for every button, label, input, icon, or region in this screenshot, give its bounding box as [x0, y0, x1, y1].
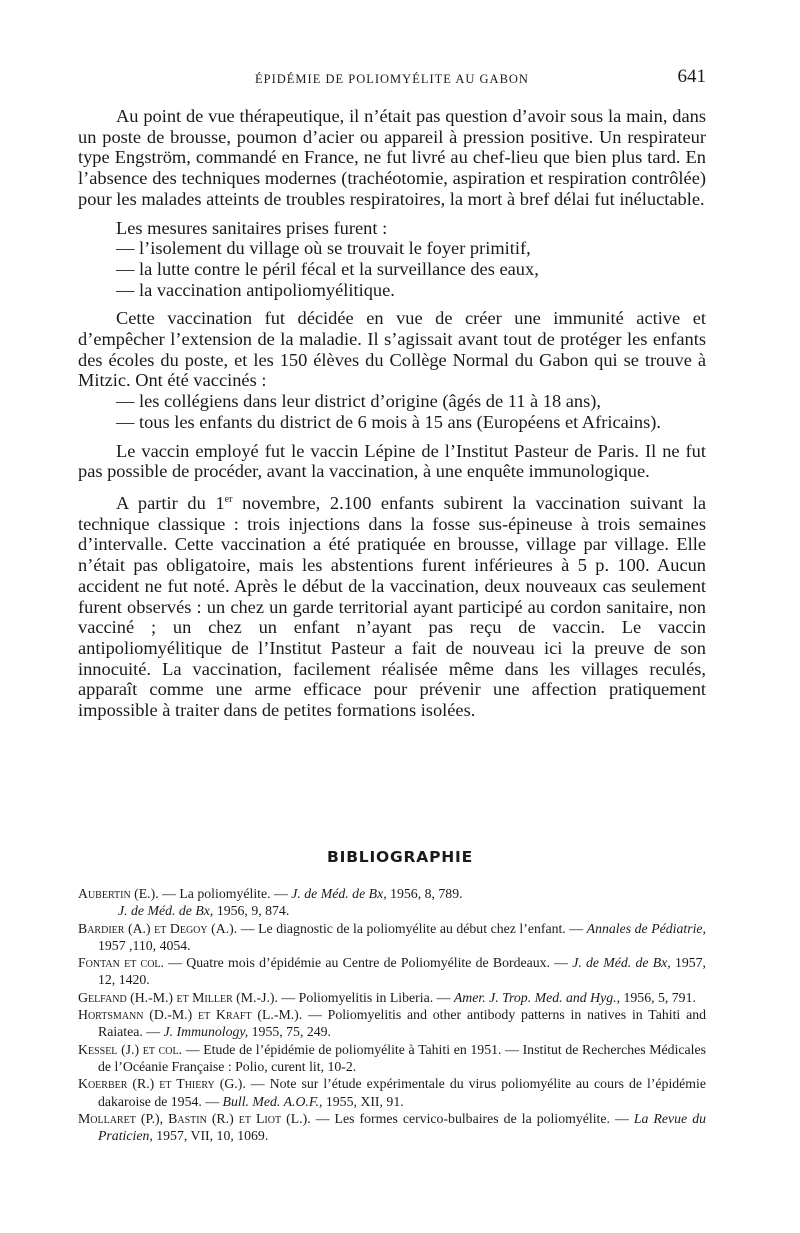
bibliography-entry: Hortsmann (D.-M.) et Kraft (L.-M.). — Poliomyelitis and other antibody patterns in natives in Tahiti and Raiatea. — J. Immunology, 1955, 75, 249. [78, 1007, 706, 1040]
list-item: — les collégiens dans leur district d’origine (âgés de 11 à 18 ans), [116, 391, 601, 412]
bibliography-title: BIBLIOGRAPHIE [327, 848, 473, 866]
paragraph-campaign: A partir du 1er novembre, 2.100 enfants subirent la vaccination suivant la technique classique : trois injections dans la fosse sus-épineuse à trois semaines d’intervalle. Cette vaccination a été pratiquée en brousse, village par village. Elle n’était pas obligatoire, mais les abstentions furent inférieures à 5 p. 100. Aucun accident ne fut noté. Après le début de la vaccination, deux nouveaux cas seulement furent observés : un chez un garde territorial ayant participé au cordon sanitaire, non vacciné ; un chez un enfant n’ayant pas reçu de vaccin. Le vaccin antipoliomyélitique de l’Institut Pasteur a fait de nouveau ici la preuve de son innocuité. La vaccination, facilement réalisée même dans les villages reculés, apparaît comme une arme efficace pour prévenir une affection pratiquement impossible à traiter dans de petites formations isolées. [78, 493, 706, 721]
list-item: — tous les enfants du district de 6 mois à 15 ans (Européens et Africains). [116, 411, 661, 432]
running-title: ÉPIDÉMIE DE POLIOMYÉLITE AU GABON [255, 72, 529, 86]
paragraph-therapeutic: Au point de vue thérapeutique, il n’était pas question d’avoir sous la main, dans un poste de brousse, poumon d’acier ou appareil à pression positive. Un respirateur type Engström, commandé en France, ne fut livré au chef-lieu que bien plus tard. En l’absence des techniques modernes (trachéotomie, aspiration et respiration contrôlée) pour les malades atteints de troubles respiratoires, la mort à bref délai fut inéluctable. [78, 106, 706, 209]
bibliography-entry: Fontan et col. — Quatre mois d’épidémie au Centre de Poliomyélite de Bordeaux. — J. de Méd. de Bx, 1957, 12, 1420. [78, 955, 706, 988]
bibliography-entry: Gelfand (H.-M.) et Miller (M.-J.). — Poliomyelitis in Liberia. — Amer. J. Trop. Med. and Hyg., 1956, 5, 791. [78, 989, 696, 1005]
paragraph-measures-intro: Les mesures sanitaires prises furent : [116, 217, 388, 238]
bibliography-list [78, 885, 706, 1144]
list-item: — la vaccination antipoliomyélitique. [116, 279, 395, 300]
measures-list [78, 238, 706, 300]
list-item: — la lutte contre le péril fécal et la surveillance des eaux, [116, 258, 539, 279]
page-header [78, 66, 706, 92]
vaccinated-list [78, 391, 706, 432]
bibliography-entry: Bardier (A.) et Degoy (A.). — Le diagnostic de la poliomyélite au début chez l’enfant. — Annales de Pédiatrie, 1957 ,110, 4054. [78, 920, 706, 953]
bibliography-entry: Koerber (R.) et Thiery (G.). — Note sur l’étude expérimentale du virus poliomyélite au cours de l’épidémie dakaroise de 1954. — Bull. Med. A.O.F., 1955, XII, 91. [78, 1076, 706, 1109]
bibliography-entry: Aubertin (E.). — La poliomyélite. — J. de Méd. de Bx, 1956, 8, 789. J. de Méd. de Bx, 1956, 9, 874. [78, 886, 463, 919]
list-item: — l’isolement du village où se trouvait le foyer primitif, [116, 238, 531, 259]
body-text [78, 106, 706, 729]
bibliography-entry: Kessel (J.) et col. — Etude de l’épidémie de poliomyélite à Tahiti en 1951. — Institut de Recherches Médicales de l’Océanie Française : Polio, curent lit, 10-2. [78, 1041, 706, 1074]
page-number: 641 [677, 66, 706, 87]
paragraph-vaccine: Le vaccin employé fut le vaccin Lépine de l’Institut Pasteur de Paris. Il ne fut pas possible de procéder, avant la vaccination, à une enquête immunologique. [78, 440, 706, 482]
paragraph-vaccination: Cette vaccination fut décidée en vue de créer une immunité active et d’empêcher l’extension de la maladie. Il s’agissait avant tout de protéger les enfants des écoles du poste, et les 150 élèves du Collège Normal du Gabon qui se trouve à Mitzic. Ont été vaccinés : [78, 308, 706, 391]
bibliography-entry: Mollaret (P.), Bastin (R.) et Liot (L.). — Les formes cervico-bulbaires de la poliomyélite. — La Revue du Praticien, 1957, VII, 10, 1069. [78, 1110, 706, 1144]
